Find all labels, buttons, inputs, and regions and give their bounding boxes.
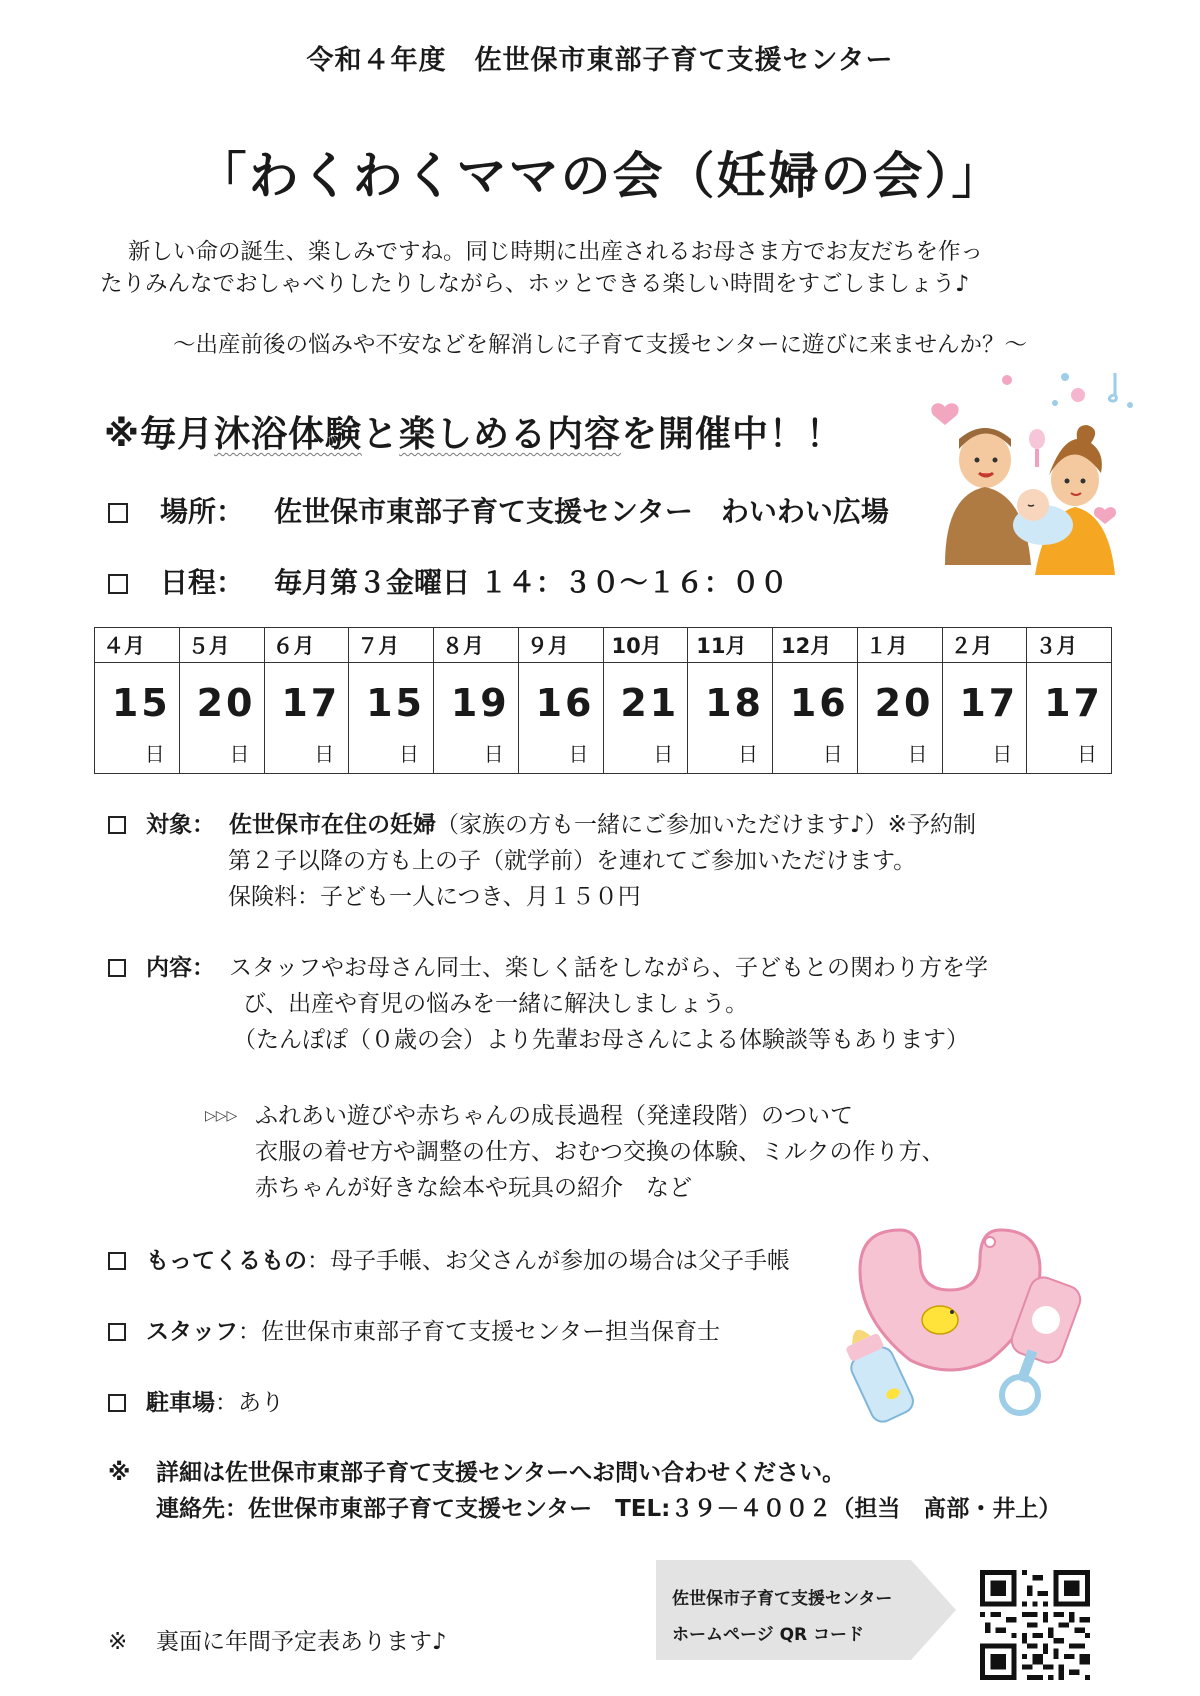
- day-cell: [264, 663, 349, 774]
- schedule-day-row: [95, 663, 1112, 774]
- checkbox-icon: [108, 1323, 126, 1341]
- activities-line-1: ふれあい遊びや赤ちゃんの成長過程（発達段階）のついて: [255, 1103, 853, 1129]
- month-cell: １月: [857, 628, 942, 663]
- qr-label-line-2: ホームページ QR コード: [672, 1625, 865, 1645]
- family-illustration: [925, 365, 1145, 585]
- staff-value: ：佐世保市東部子育て支援センター担当保育士: [238, 1319, 721, 1345]
- music-note-icon: [1109, 373, 1116, 401]
- day-number: 18: [705, 681, 764, 725]
- content-line-1: スタッフやお母さん同士、楽しく話をしながら、子どもとの関わり方を学: [229, 955, 988, 981]
- content-line-3: （たんぽぽ（０歳の会）より先輩お母さんによる体験談等もあります）: [233, 1027, 969, 1053]
- checkbox-icon: [108, 503, 128, 523]
- checkbox-icon: [108, 1252, 126, 1270]
- parking-row: [108, 1385, 284, 1421]
- day-cell: [349, 663, 434, 774]
- day-number: 20: [874, 681, 934, 725]
- intro-line-1: 新しい命の誕生、楽しみですね。同じ時期に出産されるお母さま方でお友だちを作っ: [128, 239, 984, 265]
- day-label: 日: [822, 742, 843, 766]
- month-cell: ９月: [518, 628, 603, 663]
- parking-value: ：あり: [215, 1390, 284, 1416]
- content-line-2: び、出産や育児の悩みを一緒に解決しましょう。: [243, 991, 749, 1017]
- day-cell: [434, 663, 519, 774]
- month-cell: 12月: [773, 628, 858, 663]
- highlight-text: と: [362, 414, 400, 455]
- footer-mark: ※: [108, 1629, 128, 1655]
- month-cell: ８月: [434, 628, 519, 663]
- highlight-bath-text: 沐浴体験: [214, 414, 363, 455]
- place-label: 場所：: [160, 495, 245, 528]
- day-cell: [603, 663, 688, 774]
- day-cell: [857, 663, 942, 774]
- day-cell: [773, 663, 858, 774]
- target-line-2: 第２子以降の方も上の子（就学前）を連れてご参加いただけます。: [228, 848, 917, 874]
- day-cell: [95, 663, 180, 774]
- checkbox-icon: [108, 959, 126, 977]
- intro-line-2: たりみんなでおしゃべりしたりしながら、ホッとできる楽しい時間をすごしましょう♪: [100, 271, 970, 297]
- day-label: 日: [229, 742, 250, 766]
- staff-row: [108, 1314, 720, 1350]
- date-label: 日程：: [160, 566, 245, 599]
- activities-line-3: 赤ちゃんが好きな絵本や玩具の紹介 など: [255, 1175, 692, 1201]
- heart-icon: [931, 403, 958, 425]
- content-label: 内容：: [146, 955, 215, 981]
- highlight-text: を開催中！！: [621, 414, 844, 455]
- target-section: [108, 807, 976, 915]
- day-label: 日: [907, 742, 928, 766]
- day-cell: [1027, 663, 1112, 774]
- day-label: 日: [483, 742, 504, 766]
- highlight-text: ※毎月: [104, 414, 214, 455]
- month-cell: ４月: [95, 628, 180, 663]
- qr-code-icon[interactable]: [980, 1570, 1090, 1680]
- target-label: 対象：: [146, 812, 215, 838]
- qr-label: [672, 1581, 892, 1653]
- checkbox-icon: [108, 1394, 126, 1412]
- day-label: 日: [314, 742, 335, 766]
- schedule-month-row: [95, 628, 1112, 663]
- place-row: [108, 490, 889, 530]
- day-number: 16: [789, 681, 849, 725]
- place-value: 佐世保市東部子育て支援センター わいわい広場: [274, 495, 889, 528]
- target-line-3: 保険料：子ども一人につき、月１５０円: [228, 884, 641, 910]
- day-label: 日: [1077, 742, 1097, 766]
- day-label: 日: [653, 742, 674, 766]
- bring-label: もってくるもの: [146, 1248, 307, 1274]
- highlight-fun-text: 楽しめる内容: [399, 414, 622, 455]
- target-rest: （家族の方も一緒にご参加いただけます♪）※予約制: [436, 812, 976, 838]
- day-number: 15: [111, 681, 171, 725]
- checkbox-icon: [108, 574, 128, 594]
- date-value: 毎月第３金曜日 １４：３０～１６：００: [274, 566, 788, 599]
- day-cell: [179, 663, 264, 774]
- day-label: 日: [568, 742, 589, 766]
- footer-note: [108, 1624, 447, 1660]
- day-cell: [942, 663, 1027, 774]
- day-number: 17: [281, 681, 341, 725]
- month-cell: 10月: [603, 628, 688, 663]
- triangle-bullet-icon: ▷▷▷: [205, 1108, 238, 1124]
- document-title: 「わくわくママの会（妊婦の会）」: [196, 147, 1004, 205]
- month-cell: 11月: [688, 628, 773, 663]
- day-number: 17: [1044, 681, 1103, 725]
- day-number: 16: [535, 681, 595, 725]
- day-number: 19: [450, 681, 510, 725]
- activities-line-2: 衣服の着せ方や調整の仕方、おむつ交換の体験、ミルクの作り方、: [255, 1139, 945, 1165]
- day-label: 日: [992, 742, 1013, 766]
- day-label: 日: [738, 742, 758, 766]
- contact-line-2: 連絡先：佐世保市東部子育て支援センター TEL:３９－４００２（担当 髙部・井上）: [156, 1496, 1062, 1522]
- bring-row: [108, 1243, 790, 1279]
- date-row: [108, 561, 788, 601]
- day-number: 17: [959, 681, 1019, 725]
- month-cell: ６月: [264, 628, 349, 663]
- day-number: 15: [366, 681, 425, 725]
- activities-section: [205, 1098, 945, 1206]
- month-cell: ７月: [349, 628, 434, 663]
- target-bold: 佐世保市在住の妊婦: [229, 812, 436, 838]
- checkbox-icon: [108, 816, 126, 834]
- month-cell: ３月: [1027, 628, 1112, 663]
- day-label: 日: [399, 742, 419, 766]
- baby-goods-illustration: [840, 1220, 1100, 1440]
- bring-value: ：母子手帳、お父さんが参加の場合は父子手帳: [307, 1248, 790, 1274]
- intro-tagline: ～出産前後の悩みや不安などを解消しに子育て支援センターに遊びに来ませんか？～: [172, 332, 1028, 358]
- staff-label: スタッフ: [146, 1319, 238, 1345]
- contact-section: [108, 1455, 1061, 1527]
- schedule-table: [94, 627, 1112, 774]
- day-label: 日: [144, 742, 165, 766]
- contact-line-1: 詳細は佐世保市東部子育て支援センターへお問い合わせください。: [156, 1460, 846, 1486]
- qr-label-line-1: 佐世保市子育て支援センター: [672, 1589, 893, 1609]
- document-subtitle: 令和４年度 佐世保市東部子育て支援センター: [306, 45, 894, 76]
- contact-mark: ※: [108, 1460, 131, 1486]
- month-cell: ５月: [179, 628, 264, 663]
- parking-label: 駐車場: [146, 1390, 215, 1416]
- day-cell: [688, 663, 773, 774]
- footer-note-text: 裏面に年間予定表あります♪: [156, 1629, 447, 1655]
- intro-paragraph: [100, 236, 1100, 300]
- month-cell: ２月: [942, 628, 1027, 663]
- monthly-highlight: [104, 406, 843, 457]
- day-number: 20: [196, 681, 256, 725]
- day-cell: [518, 663, 603, 774]
- day-number: 21: [620, 681, 680, 725]
- content-section: [108, 950, 988, 1058]
